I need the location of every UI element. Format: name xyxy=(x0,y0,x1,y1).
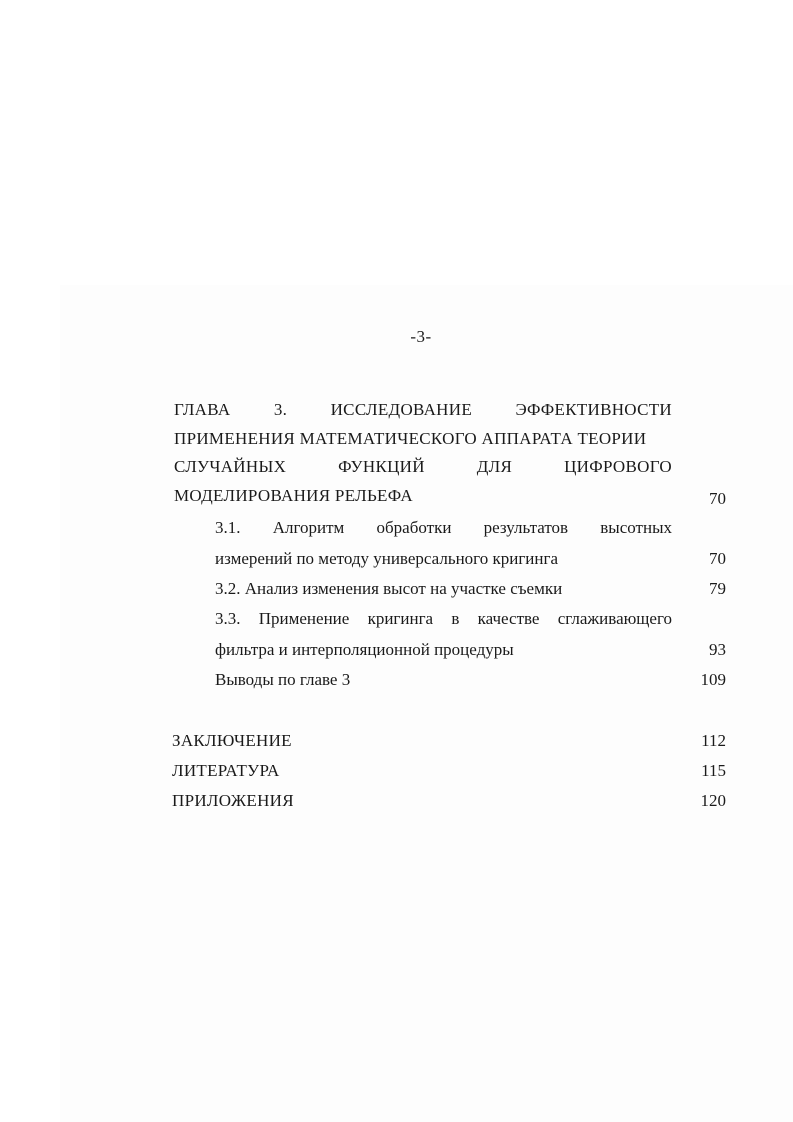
toc-word: обработки xyxy=(376,518,452,537)
toc-word: сглаживающего xyxy=(557,609,672,628)
toc-page-appendices: 120 xyxy=(700,791,726,810)
chapter-3-page: 70 xyxy=(709,489,726,508)
toc-word: 3.1. xyxy=(215,518,241,537)
toc-entry-3-1-line-2: измерений по методу универсального кригинга xyxy=(215,549,559,568)
chapter-3-heading[interactable] xyxy=(174,396,672,511)
toc-entry-3-3-line-2: фильтра и интерполяционной процедуры xyxy=(215,640,514,659)
chapter-title-line-2: ПРИМЕНЕНИЯ МАТЕМАТИЧЕСКОГО АППАРАТА ТЕОРИИ xyxy=(174,428,647,448)
chapter-title-line-4: МОДЕЛИРОВАНИЯ РЕЛЬЕФА xyxy=(174,486,413,506)
toc-word: высотных xyxy=(600,518,672,537)
toc-word: в xyxy=(451,609,460,628)
toc-entry-literature[interactable]: ЛИТЕРАТУРА xyxy=(172,761,280,780)
toc-entry-conclusion[interactable]: ЗАКЛЮЧЕНИЕ xyxy=(172,731,292,750)
toc-entry-3-1[interactable] xyxy=(215,518,672,538)
toc-entry-3-2[interactable]: 3.2. Анализ изменения высот на участке съемки xyxy=(215,579,563,598)
toc-page-conclusion: 112 xyxy=(701,731,726,750)
toc-page-literature: 115 xyxy=(701,761,726,780)
chapter-title-line-1 xyxy=(174,396,672,425)
toc-word: Алгоритм xyxy=(272,518,345,537)
chapter-word: 3. xyxy=(273,400,288,419)
chapter-word: ФУНКЦИЙ xyxy=(338,457,425,477)
toc-entry-appendices[interactable]: ПРИЛОЖЕНИЯ xyxy=(172,791,294,810)
toc-page-3-1: 70 xyxy=(709,549,726,568)
toc-page-chapter-3-conclusions: 109 xyxy=(700,670,726,689)
chapter-word: ГЛАВА xyxy=(174,400,231,419)
page-number: -3- xyxy=(410,327,432,346)
chapter-word: ИССЛЕДОВАНИЕ xyxy=(330,400,473,419)
chapter-word: ЦИФРОВОГО xyxy=(564,457,672,477)
chapter-word: ЭФФЕКТИВНОСТИ xyxy=(515,400,672,419)
toc-word: 3.3. xyxy=(215,609,241,628)
toc-page-3-2: 79 xyxy=(709,579,726,598)
toc-page-3-3: 93 xyxy=(709,640,726,659)
chapter-word: ДЛЯ xyxy=(476,457,513,477)
chapter-title-line-3 xyxy=(174,453,672,482)
toc-entry-chapter-3-conclusions[interactable]: Выводы по главе 3 xyxy=(215,670,351,689)
toc-entry-3-3[interactable] xyxy=(215,609,672,629)
toc-word: результатов xyxy=(483,518,569,537)
toc-word: Применение xyxy=(258,609,350,628)
toc-word: кригинга xyxy=(367,609,434,628)
chapter-word: СЛУЧАЙНЫХ xyxy=(174,457,287,477)
toc-word: качестве xyxy=(477,609,540,628)
